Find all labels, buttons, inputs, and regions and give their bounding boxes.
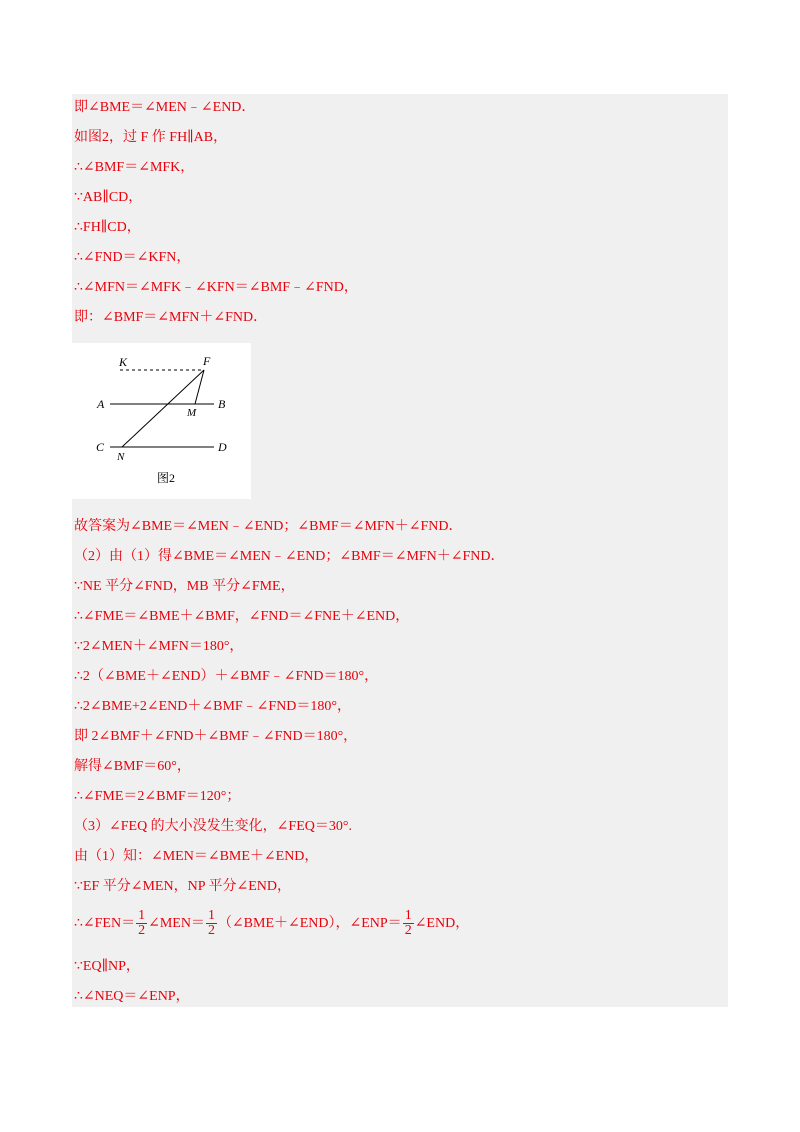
text-line: ∵EQ∥NP，: [74, 959, 140, 974]
fraction-line-part: （∠BME＋∠END），∠ENP＝: [217, 916, 402, 931]
text-line: 由（1）知：∠MEN＝∠BME＋∠END，: [74, 849, 319, 864]
fraction-line-part: ∠MEN＝: [148, 916, 205, 931]
fraction-numerator: 1: [138, 908, 146, 924]
line-fm: [195, 370, 204, 404]
text-line: ∴FH∥CD，: [74, 220, 141, 235]
text-line: ∴∠MFN＝∠MFK﹣∠KFN＝∠BMF﹣∠FND，: [74, 280, 358, 295]
fraction-denominator: 2: [404, 923, 412, 939]
fraction-numerator: 1: [404, 908, 412, 924]
fraction-line-part: ∠END，: [414, 916, 470, 931]
label-a: A: [97, 397, 105, 411]
text-line: ∴∠BMF＝∠MFK，: [74, 160, 195, 175]
geometry-figure: [72, 343, 251, 499]
text-line: 即 2∠BMF＋∠FND＋∠BMF﹣∠FND＝180°，: [74, 729, 358, 744]
fraction-denominator: 2: [207, 923, 215, 939]
fraction-numerator: 1: [207, 908, 215, 924]
text-line: 即：∠BMF＝∠MFN＋∠FND．: [74, 310, 268, 325]
text-line: ∴∠FME＝∠BME＋∠BMF，∠FND＝∠FNE＋∠END，: [74, 609, 410, 624]
text-line: 如图2，过 F 作 FH∥AB，: [74, 130, 228, 145]
label-k: K: [119, 355, 128, 369]
text-line: ∵2∠MEN＋∠MFN＝180°，: [74, 639, 244, 654]
text-line: ∴∠NEQ＝∠ENP，: [74, 989, 190, 1004]
label-m: M: [187, 407, 197, 419]
fraction-denominator: 2: [138, 923, 146, 939]
text-line: （2）由（1）得∠BME＝∠MEN﹣∠END；∠BMF＝∠MFN＋∠FND．: [74, 549, 505, 564]
label-c: C: [96, 440, 105, 454]
text-line: 故答案为∠BME＝∠MEN﹣∠END；∠BMF＝∠MFN＋∠FND．: [74, 519, 463, 534]
figure-caption: 图2: [157, 471, 176, 485]
text-line: ∵NE 平分∠FND，MB 平分∠FME，: [74, 579, 295, 594]
text-line: （3）∠FEQ 的大小没发生变化，∠FEQ＝30°.: [74, 819, 352, 834]
text-line: 解得∠BMF＝60°，: [74, 759, 191, 774]
label-n: N: [117, 451, 125, 463]
label-f: F: [203, 354, 211, 368]
fraction-line: [74, 906, 469, 942]
text-line: ∴∠FND＝∠KFN，: [74, 250, 191, 265]
fraction-half: [136, 909, 147, 938]
text-line: 即∠BME＝∠MEN﹣∠END．: [74, 100, 256, 115]
fraction-half: [206, 909, 217, 938]
fraction-line-part: ∴∠FEN＝: [74, 916, 136, 931]
text-line: ∴2（∠BME＋∠END）＋∠BMF﹣∠FND＝180°，: [74, 669, 379, 684]
label-d: D: [218, 440, 227, 454]
figure-svg: [72, 343, 251, 499]
fraction-half: [403, 909, 414, 938]
text-line: ∴∠FME＝2∠BMF＝120°；: [74, 789, 241, 804]
text-line: ∵AB∥CD，: [74, 190, 143, 205]
text-line: ∵EF 平分∠MEN，NP 平分∠END，: [74, 879, 291, 894]
label-b: B: [218, 397, 226, 411]
text-line: ∴2∠BME+2∠END＋∠BMF﹣∠FND＝180°，: [74, 699, 352, 714]
